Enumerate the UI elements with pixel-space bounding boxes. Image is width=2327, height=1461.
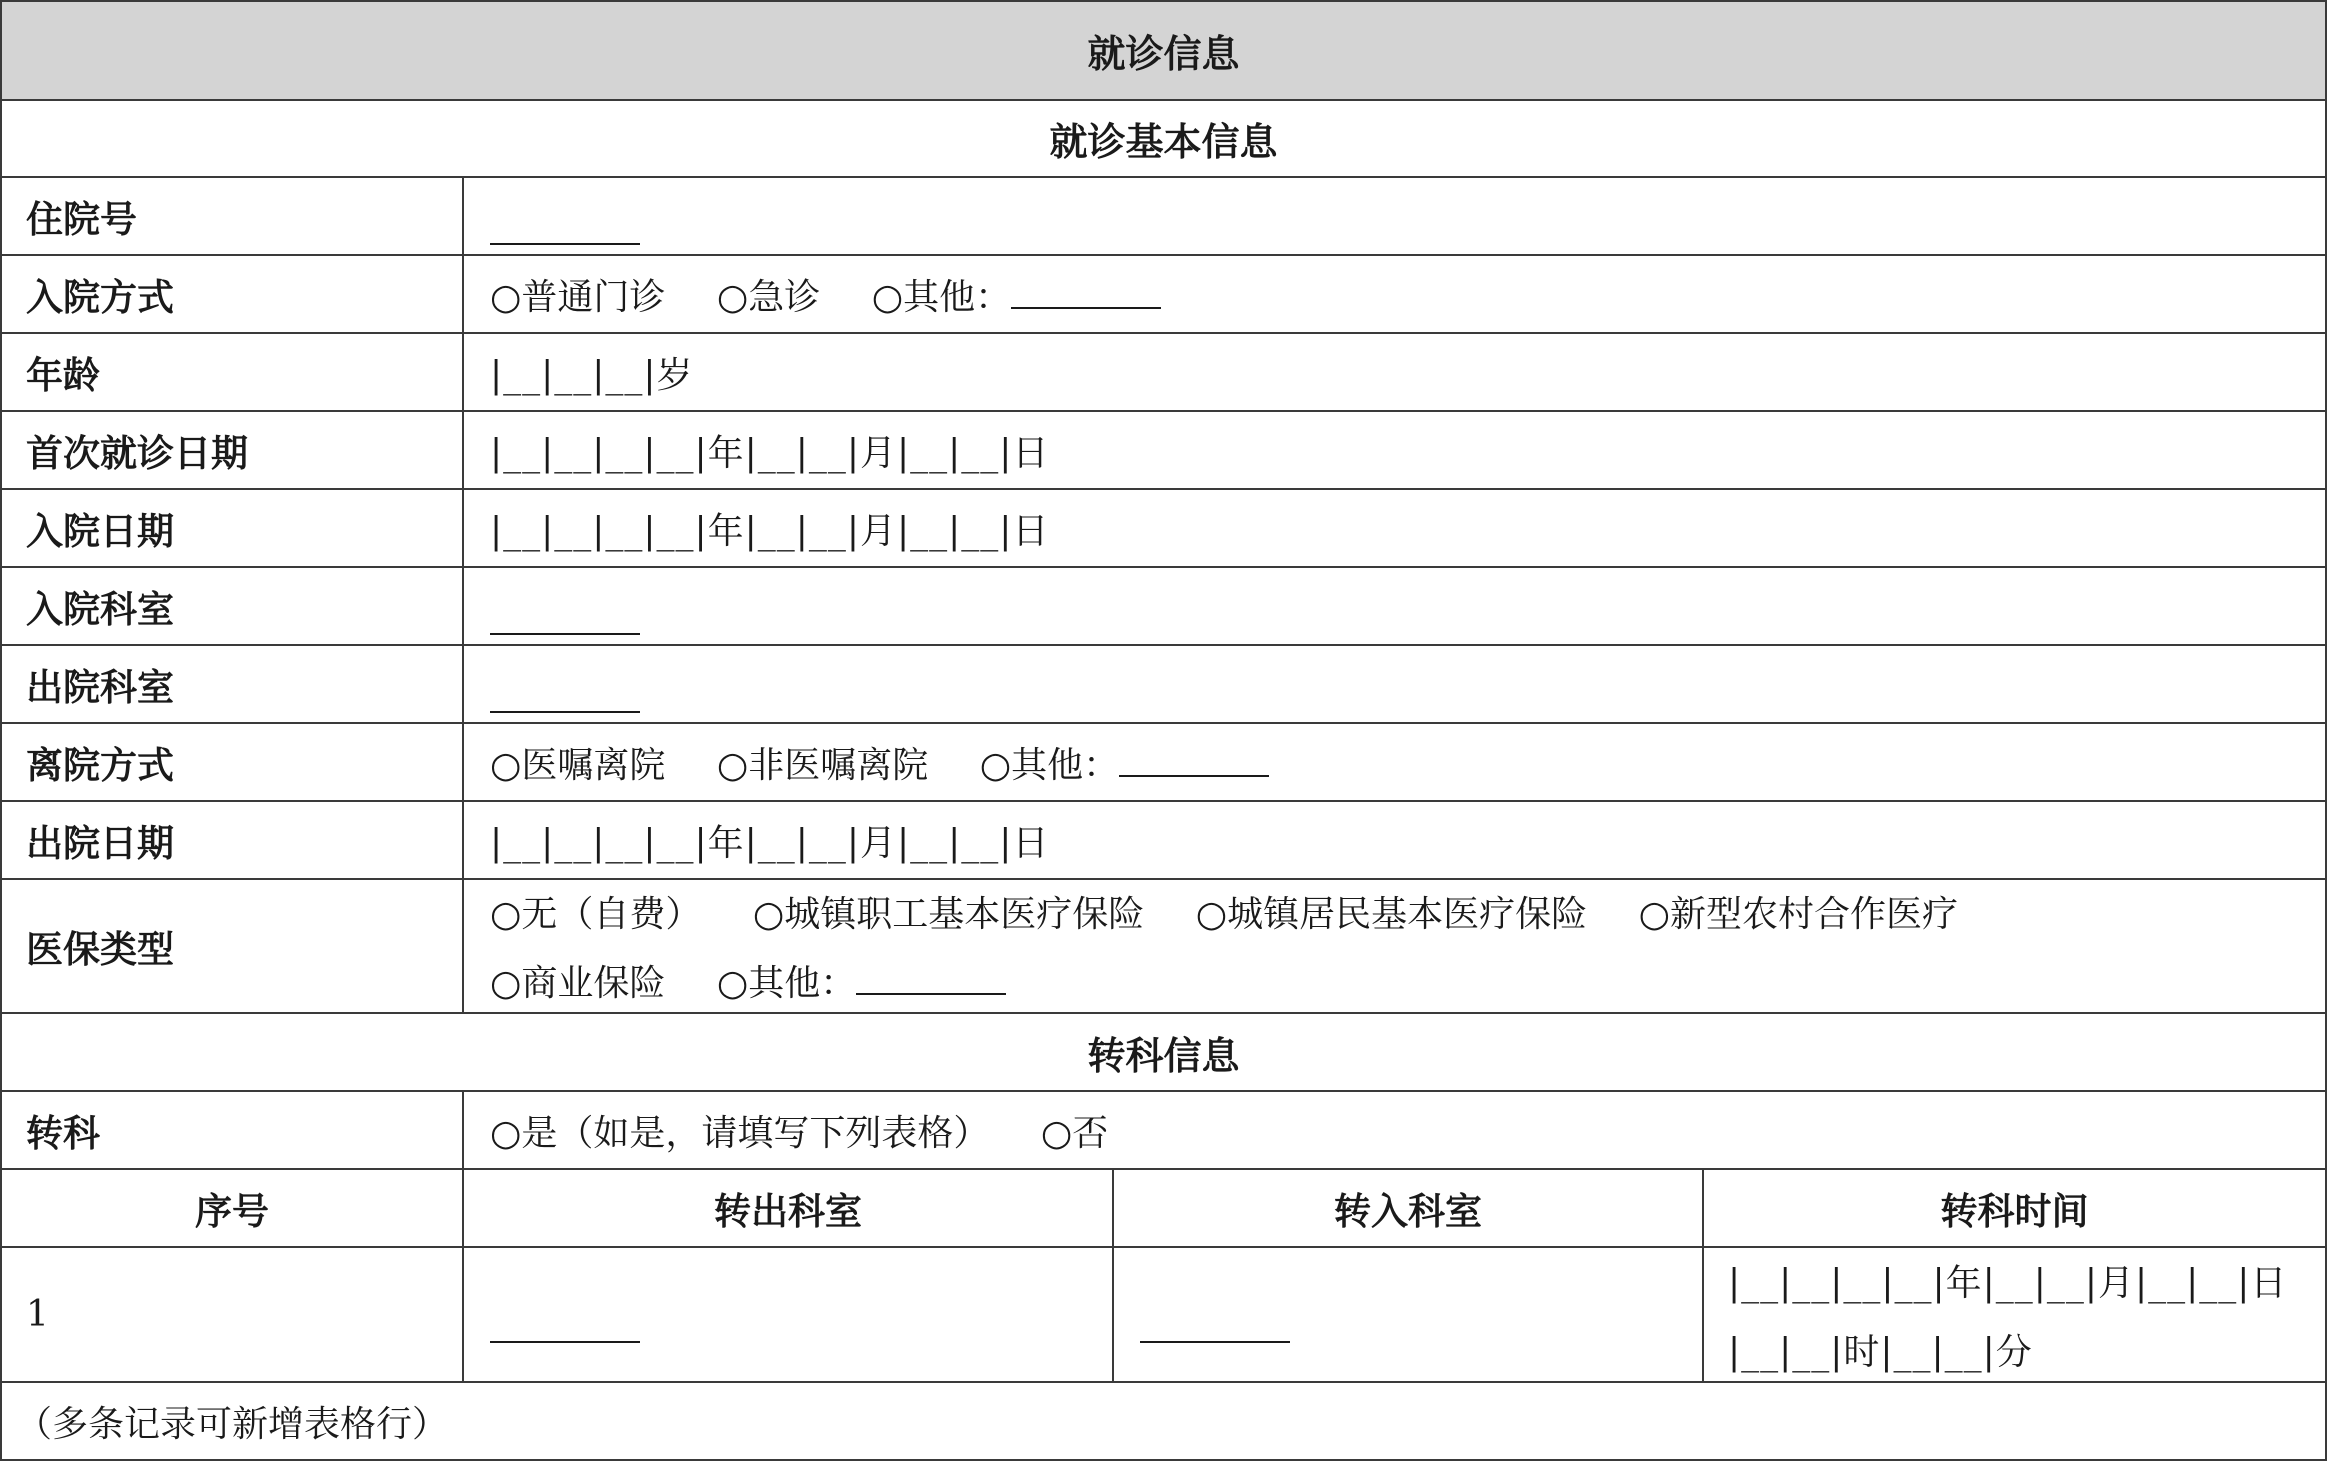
- discharge-date-field[interactable]: |__|__|__|__|年|__|__|月|__|__|日: [490, 822, 1050, 864]
- col-header-in-dept: 转入科室: [1113, 1169, 1703, 1247]
- admission-other-field[interactable]: [1011, 273, 1161, 309]
- label-admission-dept: 入院科室: [1, 567, 463, 645]
- out-dept-field[interactable]: [490, 1307, 640, 1343]
- table-row: [1, 1247, 2326, 1382]
- row-discharge-dept: [1, 645, 2326, 723]
- label-age: 年龄: [1, 333, 463, 411]
- transfer-time-field[interactable]: |__|__|时|__|__|分: [1728, 1331, 2033, 1373]
- label-first-visit-date: 首次就诊日期: [1, 411, 463, 489]
- label-admission-mode: 入院方式: [1, 255, 463, 333]
- label-admission-date: 入院日期: [1, 489, 463, 567]
- admission-dept-field[interactable]: [490, 599, 640, 635]
- first-visit-date-field[interactable]: |__|__|__|__|年|__|__|月|__|__|日: [490, 432, 1050, 474]
- label-insurance: 医保类型: [1, 879, 463, 1013]
- row-age: [1, 333, 2326, 411]
- option-medical-discharge[interactable]: ○医嘱离院: [490, 744, 666, 786]
- discharge-dept-field[interactable]: [490, 677, 640, 713]
- option-rural-cooperative[interactable]: ○新型农村合作医疗: [1638, 894, 1959, 935]
- transfer-date-field[interactable]: |__|__|__|__|年|__|__|月|__|__|日: [1728, 1262, 2288, 1304]
- option-discharge-other[interactable]: ○其他：: [979, 744, 1120, 786]
- option-regular-outpatient[interactable]: ○普通门诊: [490, 276, 666, 318]
- row-admission-date: [1, 489, 2326, 567]
- row-inpatient-no: [1, 177, 2326, 255]
- option-urban-employee[interactable]: ○城镇职工基本医疗保险: [752, 894, 1145, 935]
- option-transfer-yes[interactable]: ○是（如是，请填写下列表格）: [490, 1112, 990, 1154]
- row-index: 1: [1, 1247, 463, 1382]
- footer-note: （多条记录可新增表格行）: [1, 1382, 2326, 1460]
- label-discharge-date: 出院日期: [1, 801, 463, 879]
- option-self-pay[interactable]: ○无（自费）: [490, 894, 702, 935]
- col-header-out-dept: 转出科室: [463, 1169, 1113, 1247]
- option-commercial[interactable]: ○商业保险: [490, 963, 666, 1004]
- option-emergency[interactable]: ○急诊: [716, 276, 821, 318]
- row-insurance: [1, 879, 2326, 1013]
- label-discharge-dept: 出院科室: [1, 645, 463, 723]
- row-first-visit-date: [1, 411, 2326, 489]
- option-admission-other[interactable]: ○其他：: [871, 276, 1012, 318]
- option-insurance-other[interactable]: ○其他：: [716, 963, 857, 1004]
- section-transfer-title: 转科信息: [1, 1013, 2326, 1091]
- row-admission-dept: [1, 567, 2326, 645]
- row-discharge-mode: [1, 723, 2326, 801]
- section-basic-title: 就诊基本信息: [1, 100, 2326, 177]
- option-non-medical-discharge[interactable]: ○非医嘱离院: [716, 744, 929, 786]
- inpatient-no-field[interactable]: [490, 209, 640, 245]
- in-dept-field[interactable]: [1140, 1307, 1290, 1343]
- option-urban-resident[interactable]: ○城镇居民基本医疗保险: [1195, 894, 1588, 935]
- admission-date-field[interactable]: |__|__|__|__|年|__|__|月|__|__|日: [490, 510, 1050, 552]
- option-transfer-no[interactable]: ○否: [1040, 1112, 1109, 1154]
- row-transfer: [1, 1091, 2326, 1169]
- label-transfer: 转科: [1, 1091, 463, 1169]
- row-discharge-date: [1, 801, 2326, 879]
- form-title: 就诊信息: [1, 1, 2326, 100]
- label-discharge-mode: 离院方式: [1, 723, 463, 801]
- row-admission-mode: [1, 255, 2326, 333]
- discharge-other-field[interactable]: [1119, 741, 1269, 777]
- col-header-index: 序号: [1, 1169, 463, 1247]
- transfer-table-header: [1, 1169, 2326, 1247]
- col-header-transfer-time: 转科时间: [1703, 1169, 2326, 1247]
- age-field[interactable]: |__|__|__|岁: [490, 354, 694, 396]
- label-inpatient-no: 住院号: [1, 177, 463, 255]
- insurance-other-field[interactable]: [856, 959, 1006, 995]
